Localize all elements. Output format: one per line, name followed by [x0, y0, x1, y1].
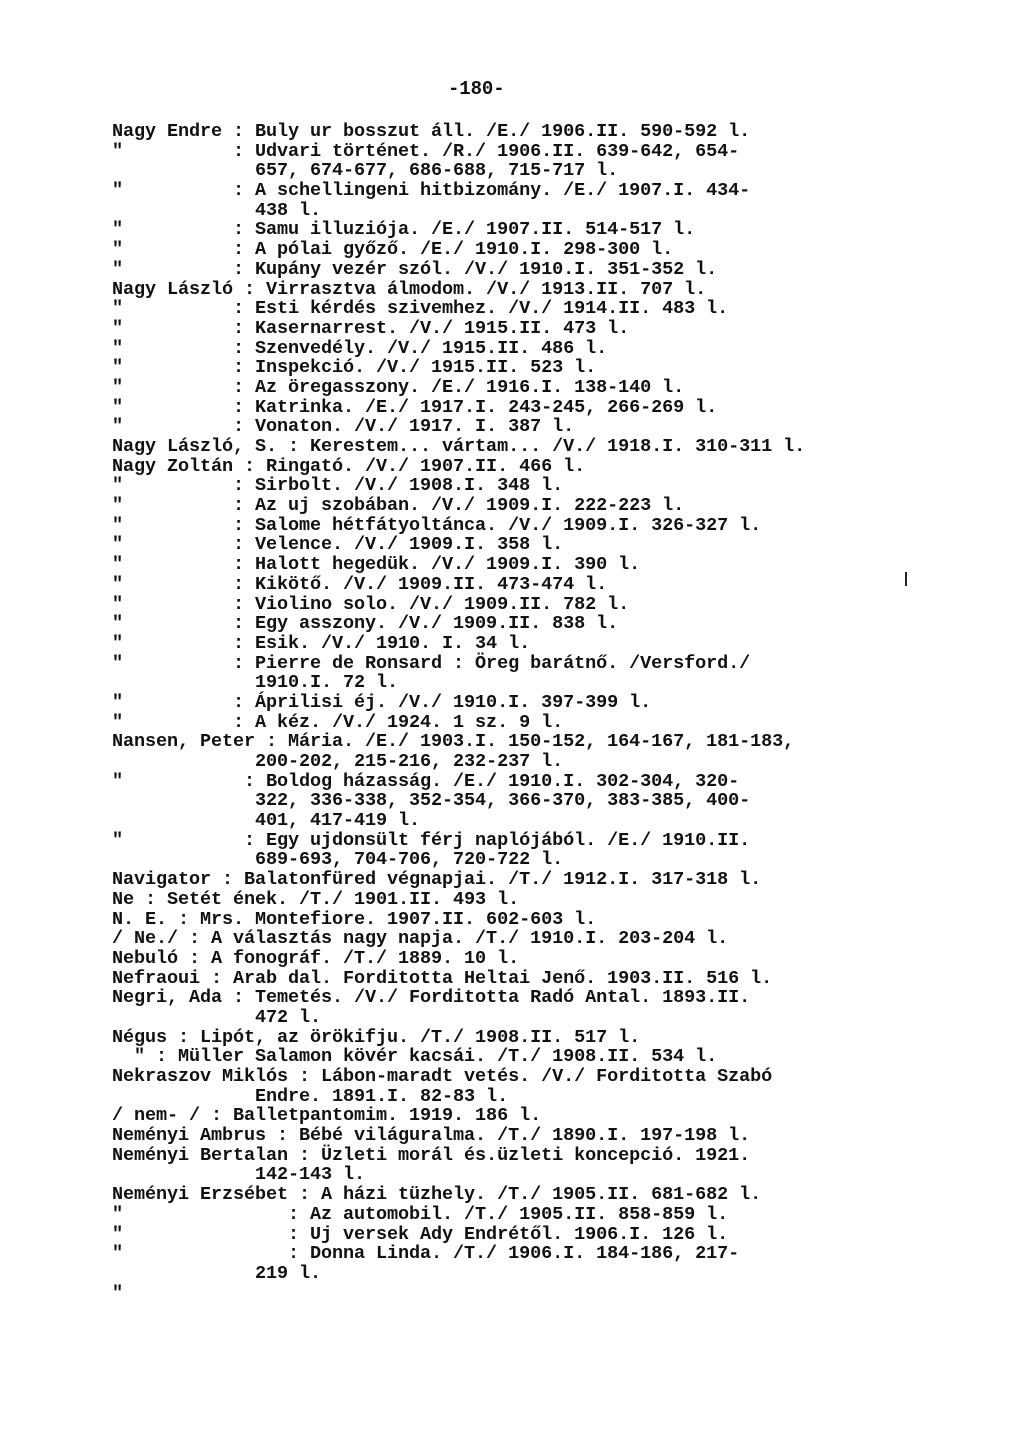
text-line: " : Az automobil. /T./ 1905.II. 858-859 l. [112, 1203, 729, 1225]
text-line: " : Inspekció. /V./ 1915.II. 523 l. [112, 357, 597, 379]
text-line: Navigator : Balatonfüred végnapjai. /T./ 1912.I. 317-318 l. [112, 869, 762, 891]
text-line: Nagy László : Virrasztva álmodom. /V./ 1913.II. 707 l. [112, 278, 707, 300]
text-line: Ne : Setét ének. /T./ 1901.II. 493 l. [112, 888, 520, 910]
text-line: " : Esti kérdés szivemhez. /V./ 1914.II. 483 l. [112, 298, 729, 320]
text-line: " : Velence. /V./ 1909.I. 358 l. [112, 534, 564, 556]
text-line: Endre. 1891.I. 82-83 l. [112, 1085, 509, 1107]
text-line: " : Az öregasszony. /E./ 1916.I. 138-140 l. [112, 376, 685, 398]
text-line: " : Violino solo. /V./ 1909.II. 782 l. [112, 593, 630, 615]
text-line: " : A schellingeni hitbizomány. /E./ 1907.I. 434- [112, 180, 751, 202]
text-line: " : A pólai győző. /E./ 1910.I. 298-300 l. [112, 239, 674, 261]
text-line: Negri, Ada : Temetés. /V./ Forditotta Radó Antal. 1893.II. [112, 987, 751, 1009]
text-line: Neményi Ambrus : Bébé világuralma. /T./ 1890.I. 197-198 l. [112, 1125, 751, 1147]
text-line: " : A kéz. /V./ 1924. 1 sz. 9 l. [112, 711, 564, 733]
text-line: Neményi Erzsébet : A házi tüzhely. /T./ 1905.II. 681-682 l. [112, 1184, 762, 1206]
text-line: 401, 417-419 l. [112, 810, 421, 832]
text-line: " : Boldog házasság. /E./ 1910.I. 302-304, 320- [112, 770, 740, 792]
text-line: 472 l. [112, 1006, 322, 1028]
text-line: " : Samu illuziója. /E./ 1907.II. 514-517 l. [112, 219, 696, 241]
text-line: 1910.I. 72 l. [112, 672, 399, 694]
text-line: " : Sirbolt. /V./ 1908.I. 348 l. [112, 475, 564, 497]
text-line: Nebuló : A fonográf. /T./ 1889. 10 l. [112, 947, 520, 969]
text-line: " : Donna Linda. /T./ 1906.I. 184-186, 217- [112, 1243, 740, 1265]
text-line: " : Kasernarrest. /V./ 1915.II. 473 l. [112, 317, 630, 339]
text-line: 689-693, 704-706, 720-722 l. [112, 849, 564, 871]
text-line: " : Pierre de Ronsard : Öreg barátnő. /Versford./ [112, 652, 751, 674]
text-line: Nagy Endre : Buly ur bosszut áll. /E./ 1906.II. 590-592 l. [112, 121, 751, 142]
text-line: 657, 674-677, 686-688, 715-717 l. [112, 160, 619, 182]
text-line: " : Egy ujdonsült férj naplójából. /E./ 1910.II. [112, 829, 751, 851]
text-line: Nagy László, S. : Kerestem... vártam... /V./ 1918.I. 310-311 l. [112, 436, 806, 457]
text-line: 438 l. [112, 199, 322, 221]
text-line: " : Vonaton. /V./ 1917. I. 387 l. [112, 416, 575, 438]
text-line: Nekraszov Miklós : Lábon-maradt vetés. /V./ Forditotta Szabó [112, 1066, 773, 1087]
text-line: 142-143 l. [112, 1164, 366, 1186]
text-line: 322, 336-338, 352-354, 366-370, 383-385, 400- [112, 790, 751, 812]
text-line: " : Uj versek Ady Endrétől. 1906.I. 126 l. [112, 1223, 729, 1245]
index-entries [112, 122, 992, 1303]
text-line: " : Halott hegedük. /V./ 1909.I. 390 l. [112, 554, 641, 576]
text-line: " : Udvari történet. /R./ 1906.II. 639-642, 654- [112, 140, 740, 162]
text-line: " : Egy asszony. /V./ 1909.II. 838 l. [112, 613, 619, 635]
text-line: Nagy Zoltán : Ringató. /V./ 1907.II. 466 l. [112, 455, 586, 477]
text-line: N. E. : Mrs. Montefiore. 1907.II. 602-603 l. [112, 908, 597, 930]
page-number: -180- [448, 78, 505, 100]
text-line: Nansen, Peter : Mária. /E./ 1903.I. 150-152, 164-167, 181-183, [112, 731, 795, 753]
text-line: " : Az uj szobában. /V./ 1909.I. 222-223 l. [112, 495, 685, 517]
text-line: " : Kupány vezér szól. /V./ 1910.I. 351-352 l. [112, 258, 718, 280]
text-line: / nem- / : Balletpantomim. 1919. 186 l. [112, 1105, 542, 1127]
text-line: " : Katrinka. /E./ 1917.I. 243-245, 266-269 l. [112, 396, 718, 418]
text-line: Négus : Lipót, az örökifju. /T./ 1908.II. 517 l. [112, 1026, 641, 1048]
text-line: " : Müller Salamon kövér kacsái. /T./ 1908.II. 534 l. [112, 1046, 718, 1068]
text-line: Nefraoui : Arab dal. Forditotta Heltai Jenő. 1903.II. 516 l. [112, 967, 773, 989]
text-line: 200-202, 215-216, 232-237 l. [112, 751, 564, 772]
text-line: 219 l. [112, 1262, 322, 1284]
text-line: Neményi Bertalan : Üzleti morál és.üzleti koncepció. 1921. [112, 1144, 751, 1166]
text-line: " : Kikötő. /V./ 1909.II. 473-474 l. [112, 573, 608, 595]
text-line: " : Szenvedély. /V./ 1915.II. 486 l. [112, 337, 608, 359]
text-line: " [112, 1282, 124, 1304]
text-line: " : Salome hétfátyoltánca. /V./ 1909.I. 326-327 l. [112, 514, 762, 536]
text-line: " : Áprilisi éj. /V./ 1910.I. 397-399 l. [112, 691, 652, 713]
text-line: / Ne./ : A választás nagy napja. /T./ 1910.I. 203-204 l. [112, 928, 729, 950]
text-line: " : Esik. /V./ 1910. I. 34 l. [112, 632, 531, 654]
